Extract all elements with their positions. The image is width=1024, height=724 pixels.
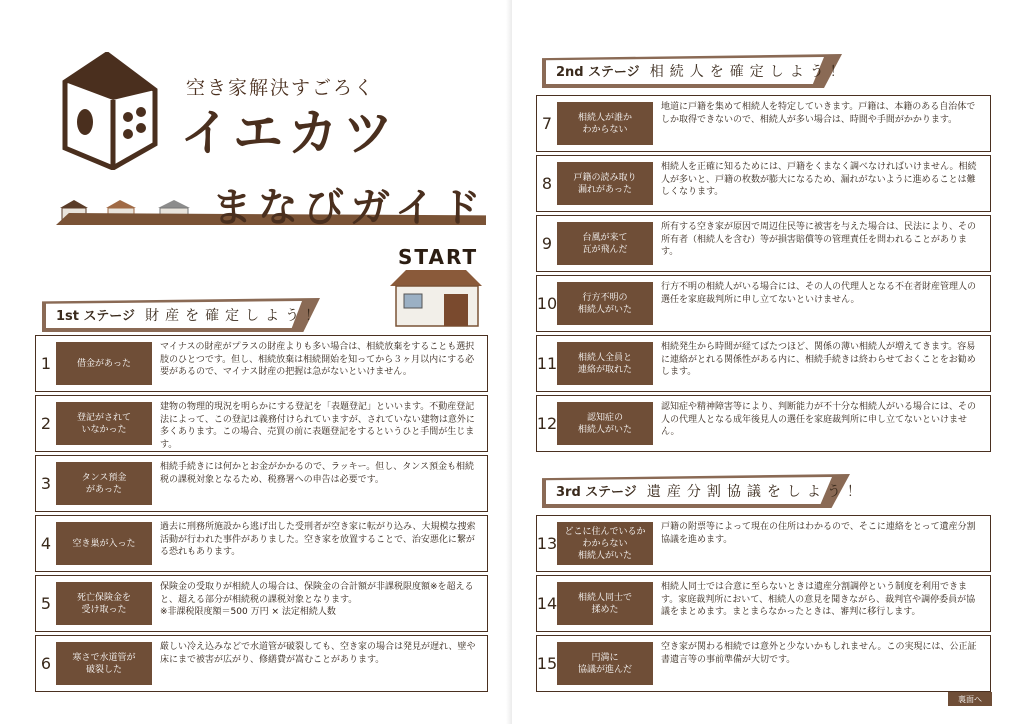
card-7 (536, 95, 991, 152)
card-number: 12 (536, 414, 558, 433)
card-description: 行方不明の相続人がいる場合には、その人の代理人となる不在者財産管理人の選任を家庭裁判所に申し立てないといけません。 (661, 282, 977, 305)
card-label: 台風が来て 瓦が飛んだ (557, 222, 653, 265)
dice-house-logo-icon (55, 52, 160, 170)
card-label: 登記がされて いなかった (56, 402, 152, 445)
card-number: 14 (536, 594, 558, 613)
card-number: 15 (536, 654, 558, 673)
card-description: 相続発生から時間が経てばたつほど、関係の薄い相続人が増えてきます。容易に連絡がとれる関係性がある内に、相続手続きは終わらせておくことをお勧めします。 (661, 342, 976, 377)
stage1-banner (42, 298, 326, 332)
start-label: START (398, 245, 479, 269)
card-description: 地道に戸籍を集めて相続人を特定していきます。戸籍は、本籍のある自治体でしか取得できないので、相続人が多い場合は、時間や手間がかかります。 (661, 102, 976, 125)
card-description: 戸籍の附票等によって現在の住所はわかるので、そこに連絡をとって遺産分割協議を進めます。 (661, 522, 976, 545)
card-2 (35, 395, 488, 452)
card-description: 厳しい冷え込みなどで水道管が破裂しても、空き家の場合は発見が遅れ、壁や床にまで被害が広がり、修繕費が嵩むことがあります。 (160, 642, 476, 665)
brand-title: イエカツ (180, 104, 398, 162)
card-label: 行方不明の 相続人がいた (557, 282, 653, 325)
card-description: 建物の物理的現況を明らかにする登記を「表題登記」といいます。不動産登記法によって、この登記は義務付けられていますが、されていない建物は意外に多くあります。この場合、売買の前に表題登記をするというひと手間が生じます。 (160, 402, 475, 450)
card-label: 死亡保険金を 受け取った (56, 582, 152, 625)
card-description: 所有する空き家が原因で周辺住民等に被害を与えた場合は、民法により、その所有者（相続人を含む）等が損害賠償等の管理責任を問われることがあります。 (661, 222, 977, 257)
card-number: 4 (40, 534, 52, 553)
right-page (512, 0, 1024, 724)
card-14 (536, 575, 991, 632)
card-number: 3 (40, 474, 52, 493)
card-number: 10 (536, 294, 558, 313)
stage3-title: 遺産分割協議をしよう！ (646, 484, 867, 500)
card-label: 相続人が誰か わからない (557, 102, 653, 145)
card-15 (536, 635, 991, 692)
card-10 (536, 275, 991, 332)
card-description: 相続手続きには何かとお金がかかるので、ラッキー。但し、タンス預金も相続税の課税対象となるため、税務署への申告は必要です。 (160, 462, 475, 485)
card-number: 1 (40, 354, 52, 373)
stage2-title: 相続人を確定しよう！ (649, 64, 850, 80)
card-4 (35, 515, 488, 572)
card-number: 13 (536, 534, 558, 553)
card-number: 8 (541, 174, 553, 193)
card-6 (35, 635, 488, 692)
card-label: どこに住んでいるか わからない 相続人がいた (557, 522, 653, 565)
card-description: 相続人を正確に知るためには、戸籍をくまなく調べなければいけません。相続人が多いと、戸籍の枚数が膨大になるため、漏れがないように進めることは難しくなります。 (661, 162, 977, 197)
card-label: 相続人全員と 連絡が取れた (557, 342, 653, 385)
card-label: 寒さで水道管が 破裂した (56, 642, 152, 685)
card-9 (536, 215, 991, 272)
card-11 (536, 335, 991, 392)
card-number: 9 (541, 234, 553, 253)
back-page-link[interactable]: 裏面へ (948, 692, 992, 706)
card-description: 保険金の受取りが相続人の場合は、保険金の合計額が非課税限度額※を超えると、超える部分が相続税の課税対象となります。 ※非課税限度額＝500 万円 × 法定相続人数 (160, 582, 474, 617)
card-description: 認知症や精神障害等により、判断能力が不十分な相続人がいる場合には、その人の代理人となる成年後見人の選任を家庭裁判所に申し立てないといけません。 (661, 402, 977, 437)
card-8 (536, 155, 991, 212)
card-description: 過去に刑務所施設から逃げ出した受刑者が空き家に転がり込み、大規模な捜索活動が行われた事件がありました。空き家を放置することで、治安悪化に繋がる恐れもあります。 (160, 522, 476, 557)
card-number: 7 (541, 114, 553, 133)
stage1-title: 財産を確定しよう！ (145, 308, 326, 324)
stage3-banner (542, 474, 867, 508)
stage2-number: 2nd ステージ (556, 65, 640, 80)
card-5 (35, 575, 488, 632)
guide-title: まなびガイド (212, 185, 487, 231)
start-house-icon (386, 266, 484, 328)
card-13 (536, 515, 991, 572)
card-label: 借金があった (56, 342, 152, 385)
card-12 (536, 395, 991, 452)
card-1 (35, 335, 488, 392)
card-3 (35, 455, 488, 512)
card-number: 11 (536, 354, 558, 373)
card-number: 6 (40, 654, 52, 673)
card-label: タンス預金 があった (56, 462, 152, 505)
stage1-number: 1st ステージ (56, 309, 136, 324)
stage3-number: 3rd ステージ (556, 485, 637, 500)
card-label: 戸籍の読み取り 漏れがあった (557, 162, 653, 205)
stage2-banner (542, 54, 850, 88)
card-description: マイナスの財産がプラスの財産よりも多い場合は、相続放棄をすることも選択肢のひとつです。但し、相続放棄は相続開始を知ってから３ヶ月以内にする必要があるので、マイナス財産の把握は急がないといけません。 (160, 342, 475, 377)
card-label: 円満に 協議が進んだ (557, 642, 653, 685)
card-description: 相続人同士では合意に至らないときは遺産分割調停という制度を利用できます。家庭裁判所において、相続人の意見を聞きながら、裁判官や調停委員が協議をまとめます。まとまらなかったときは、審判に移行します。 (661, 582, 976, 617)
card-description: 空き家が関わる相続では意外と少ないかもしれません。この実現には、公正証書遺言等の事前準備が大切です。 (661, 642, 977, 665)
card-label: 認知症の 相続人がいた (557, 402, 653, 445)
card-label: 空き巣が入った (56, 522, 152, 565)
card-number: 2 (40, 414, 52, 433)
brand-subtitle: 空き家解決すごろく (186, 77, 376, 99)
card-label: 相続人同士で 揉めた (557, 582, 653, 625)
card-number: 5 (40, 594, 52, 613)
